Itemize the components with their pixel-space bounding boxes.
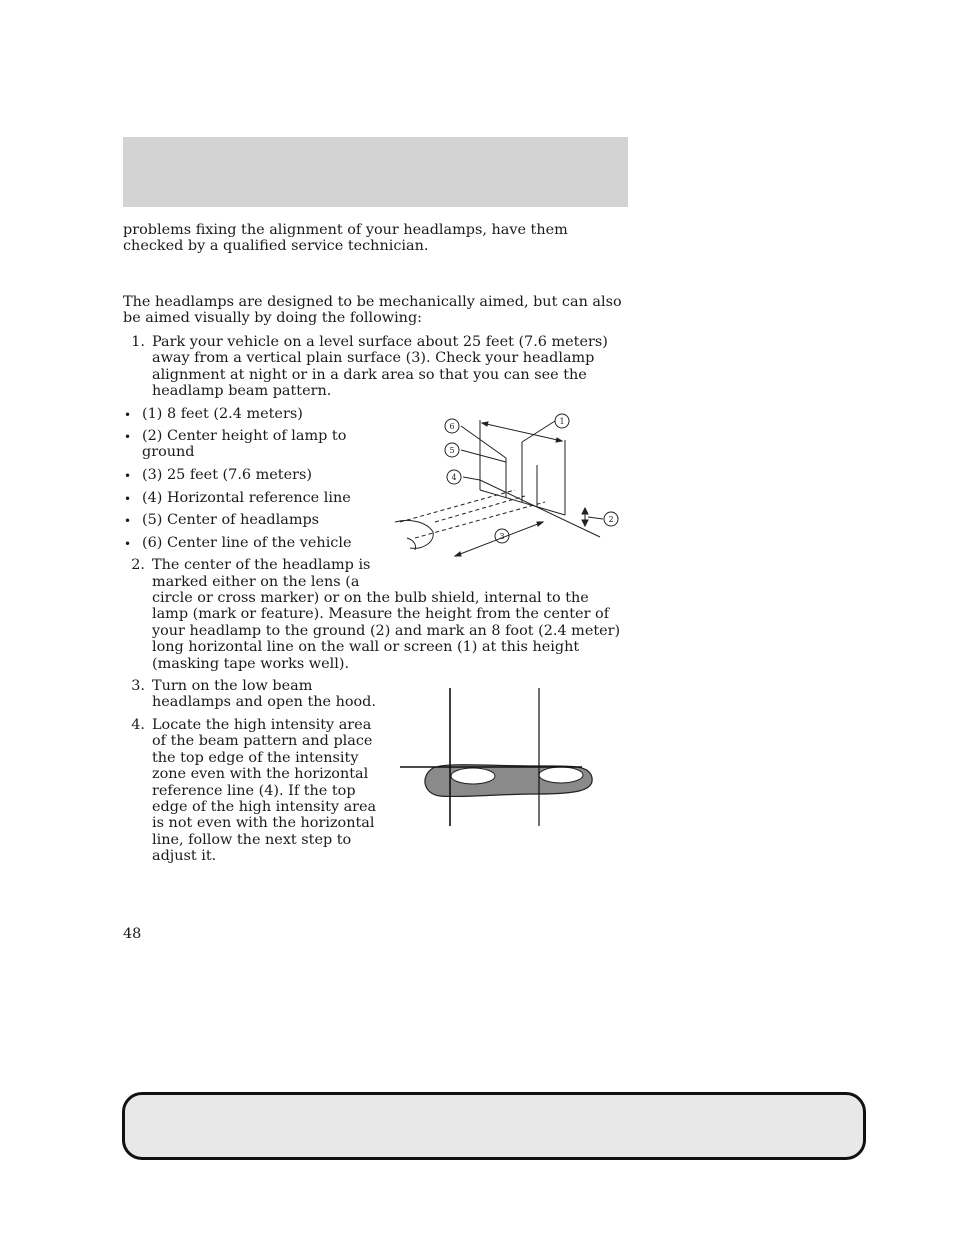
headlamp-aiming-diagram <box>395 410 625 560</box>
header-bar <box>123 137 628 207</box>
step-3-number: 3. <box>131 678 145 694</box>
bullet-item-5: (5) Center of headlamps <box>142 512 320 528</box>
bullet-item-6: (6) Center line of the vehicle <box>142 535 352 551</box>
callout-4-label: 4 <box>451 473 457 482</box>
step-2-text: circle or cross marker) or on the bulb shield, internal to the lamp (mark or feature). Measure the height from the center of your headlamp to the ground (2) and mark an 8 foot (2.4 meter) long horizontal line on the wall or screen (1) at this height (masking tape works well). <box>152 590 621 672</box>
callout-3-label: 3 <box>499 532 505 541</box>
step-4-text: Locate the high intensity area of the beam pattern and place the top edge of the intensity zone even with the horizontal reference line (4). If the top edge of the high intensity area is not even with the horizontal line, follow the next step to adjust it. <box>152 717 377 865</box>
intro-paragraph: problems fixing the alignment of your headlamps, have them checked by a qualified service technician. <box>123 222 568 255</box>
bullet-marker: • <box>124 537 132 551</box>
aim-intro-paragraph: The headlamps are designed to be mechanically aimed, but can also be aimed visually by doing the following: <box>123 294 622 327</box>
footer-box <box>122 1092 866 1160</box>
right-beam-hotspot <box>539 767 583 783</box>
beam-pattern-diagram <box>398 686 588 831</box>
step-2-line-1: The center of the headlamp is <box>152 557 371 573</box>
step-2-line-2: marked either on the lens (a <box>152 574 360 590</box>
bullet-marker: • <box>124 469 132 483</box>
step-3-text: Turn on the low beam headlamps and open the hood. <box>152 678 376 711</box>
vehicle-outline <box>395 520 433 548</box>
callout-5-label: 5 <box>449 446 455 455</box>
step-1-number: 1. <box>131 334 145 350</box>
bullet-marker: • <box>124 514 132 528</box>
callout-6-label: 6 <box>449 422 455 431</box>
callout-2-label: 2 <box>608 515 614 524</box>
bullet-marker: • <box>124 492 132 506</box>
bullet-marker: • <box>124 408 132 422</box>
left-beam-hotspot <box>451 768 495 784</box>
callout-1-label: 1 <box>559 417 565 426</box>
bullet-item-3: (3) 25 feet (7.6 meters) <box>142 467 312 483</box>
bullet-item-4: (4) Horizontal reference line <box>142 490 351 506</box>
bullet-item-2: (2) Center height of lamp to ground <box>142 428 347 461</box>
page-number: 48 <box>123 926 142 942</box>
step-4-number: 4. <box>131 717 145 733</box>
step-2-number: 2. <box>131 557 145 573</box>
bullet-marker: • <box>124 430 132 444</box>
bullet-item-1: (1) 8 feet (2.4 meters) <box>142 406 303 422</box>
step-1-text: Park your vehicle on a level surface about 25 feet (7.6 meters) away from a vertical plain surface (3). Check your headlamp alignment at night or in a dark area so that you can see the headlamp beam pattern. <box>152 334 608 400</box>
